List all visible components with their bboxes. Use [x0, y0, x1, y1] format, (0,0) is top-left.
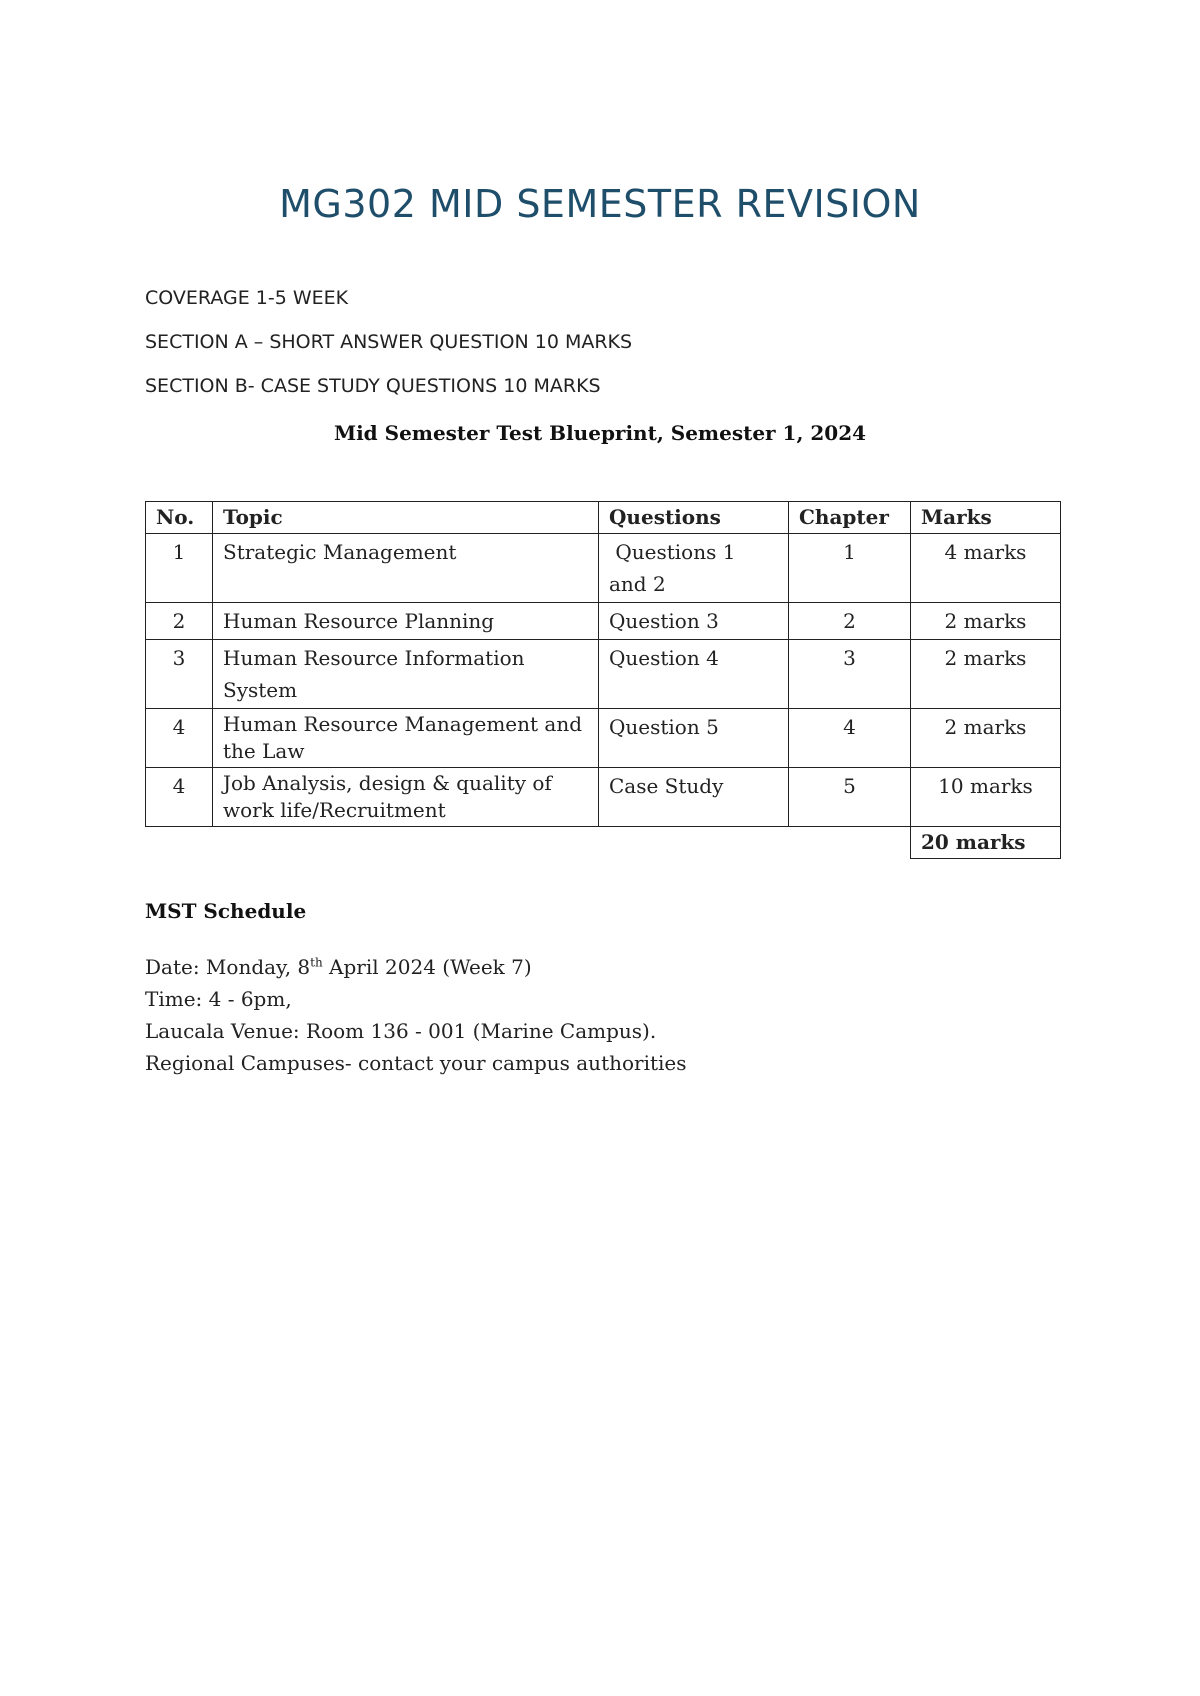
row-topic: Human Resource Information System: [213, 640, 599, 709]
row-topic: Strategic Management: [213, 534, 599, 603]
row-chapter: 1: [789, 534, 911, 603]
table-row: [146, 640, 1061, 709]
row-chapter: 5: [789, 768, 911, 827]
row-no: 4: [146, 709, 213, 768]
blueprint-table: [145, 501, 1061, 859]
row-no: 3: [146, 640, 213, 709]
schedule-date-sup: th: [310, 955, 323, 970]
section-b-line: SECTION B- CASE STUDY QUESTIONS 10 MARKS: [145, 375, 601, 397]
total-spacer: [146, 827, 911, 859]
row-marks: 2 marks: [911, 640, 1061, 709]
row-no: 1: [146, 534, 213, 603]
row-questions: Question 5: [599, 709, 789, 768]
row-marks: 10 marks: [911, 768, 1061, 827]
table-row: [146, 709, 1061, 768]
schedule-date: [145, 952, 532, 982]
header-chapter: Chapter: [789, 502, 911, 534]
total-marks: 20 marks: [911, 827, 1061, 859]
header-marks: Marks: [911, 502, 1061, 534]
row-no: 4: [146, 768, 213, 827]
row-marks: 2 marks: [911, 709, 1061, 768]
schedule-regional: Regional Campuses- contact your campus authorities: [145, 1051, 687, 1075]
schedule-heading: MST Schedule: [145, 899, 307, 923]
row-questions: Case Study: [599, 768, 789, 827]
table-row: [146, 534, 1061, 603]
row-chapter: 3: [789, 640, 911, 709]
table-row: [146, 603, 1061, 640]
header-questions: Questions: [599, 502, 789, 534]
schedule-time: Time: 4 - 6pm,: [145, 987, 292, 1011]
table-total-row: [146, 827, 1061, 859]
schedule-date-prefix: Date: Monday, 8: [145, 955, 311, 979]
blueprint-title: Mid Semester Test Blueprint, Semester 1, 2024: [333, 421, 867, 445]
coverage-line: COVERAGE 1-5 WEEK: [145, 287, 349, 309]
schedule-date-suffix: April 2024 (Week 7): [322, 955, 532, 979]
row-chapter: 2: [789, 603, 911, 640]
schedule-venue: Laucala Venue: Room 136 - 001 (Marine Campus).: [145, 1019, 657, 1043]
table-header-row: [146, 502, 1061, 534]
row-no: 2: [146, 603, 213, 640]
section-a-line: SECTION A – SHORT ANSWER QUESTION 10 MARKS: [145, 331, 633, 353]
row-questions: Questions 1 and 2: [599, 534, 789, 603]
document-title: MG302 MID SEMESTER REVISION: [279, 182, 921, 226]
header-topic: Topic: [213, 502, 599, 534]
header-no: No.: [146, 502, 213, 534]
table-row: [146, 768, 1061, 827]
row-chapter: 4: [789, 709, 911, 768]
row-questions: Question 3: [599, 603, 789, 640]
row-marks: 2 marks: [911, 603, 1061, 640]
row-topic: Human Resource Planning: [213, 603, 599, 640]
row-marks: 4 marks: [911, 534, 1061, 603]
row-topic: Human Resource Management and the Law: [213, 709, 599, 768]
row-topic: Job Analysis, design & quality of work life/Recruitment: [213, 768, 599, 827]
row-questions: Question 4: [599, 640, 789, 709]
